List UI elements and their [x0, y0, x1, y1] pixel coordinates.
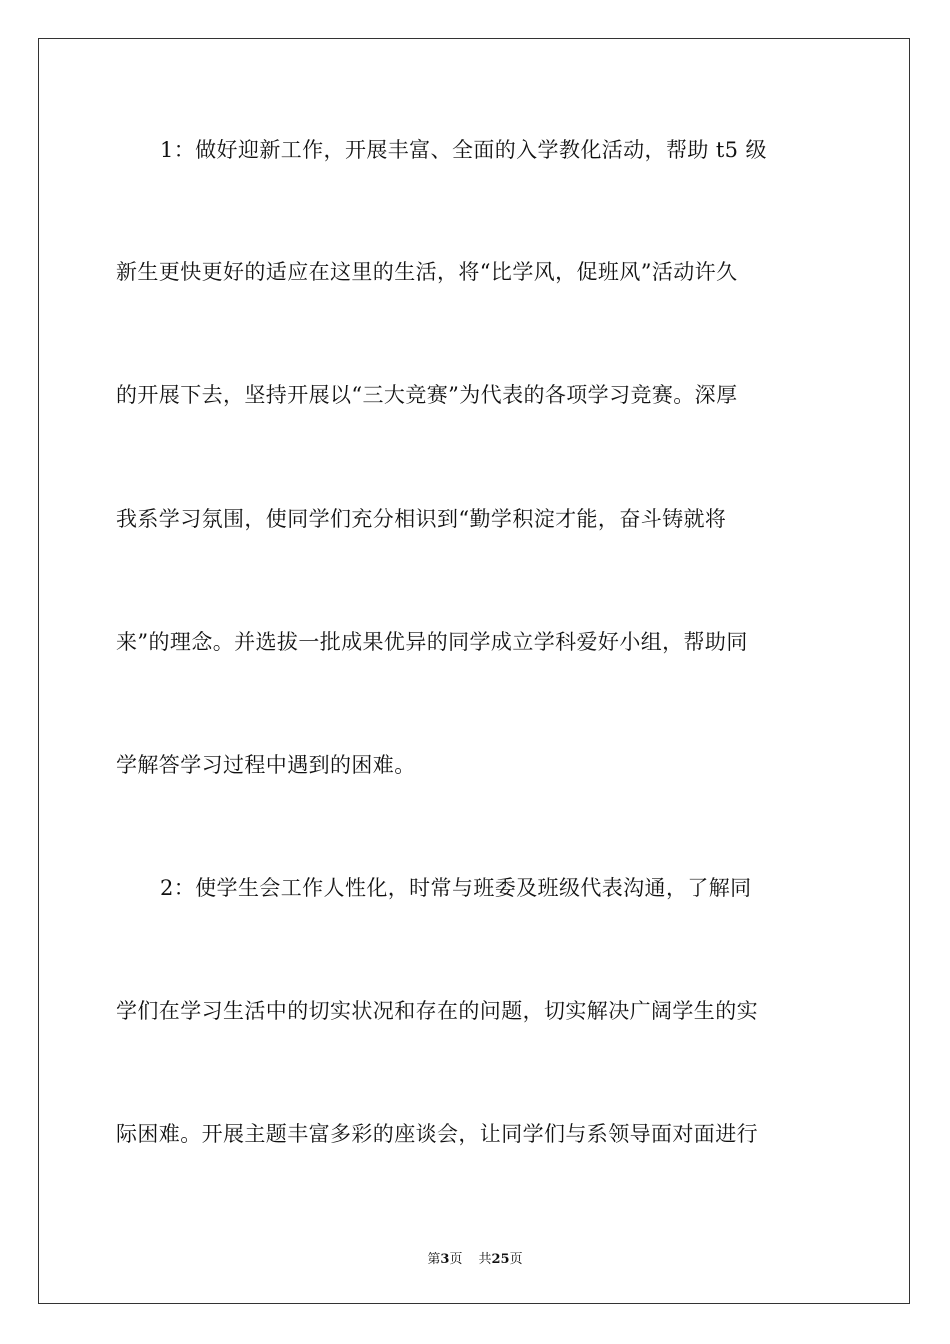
paragraph-1-line-4: 我系学习氛围，使同学们充分相识到“勤学积淀才能，奋斗铸就将 — [116, 507, 727, 531]
paragraph-2-line-3: 际困难。开展主题丰富多彩的座谈会，让同学们与系领导面对面进行 — [116, 1122, 758, 1146]
paragraph-2-line-1: 2：使学生会工作人性化，时常与班委及班级代表沟通，了解同 — [160, 876, 752, 900]
total-pages: 25 — [491, 1252, 510, 1267]
paragraph-1-line-2: 新生更快更好的适应在这里的生活，将“比学风，促班风”活动许久 — [116, 260, 738, 284]
page-footer — [0, 1248, 950, 1267]
page-prefix: 第 — [427, 1252, 441, 1267]
paragraph-1-line-5: 来”的理念。并选拔一批成果优异的同学成立学科爱好小组，帮助同 — [116, 630, 748, 654]
paragraph-1-line-6: 学解答学习过程中遇到的困难。 — [116, 753, 416, 777]
page-border — [38, 38, 910, 1304]
total-suffix: 页 — [509, 1252, 523, 1267]
paragraph-1-line-3: 的开展下去，坚持开展以“三大竞赛”为代表的各项学习竞赛。深厚 — [116, 383, 738, 407]
paragraph-2-line-2: 学们在学习生活中的切实状况和存在的问题，切实解决广阔学生的实 — [116, 999, 758, 1023]
page-suffix: 页 — [449, 1252, 463, 1267]
total-prefix: 共 — [478, 1252, 492, 1267]
page-number: 3 — [440, 1252, 450, 1267]
paragraph-1-line-1: 1：做好迎新工作，开展丰富、全面的入学教化活动，帮助 t5 级 — [160, 138, 767, 162]
